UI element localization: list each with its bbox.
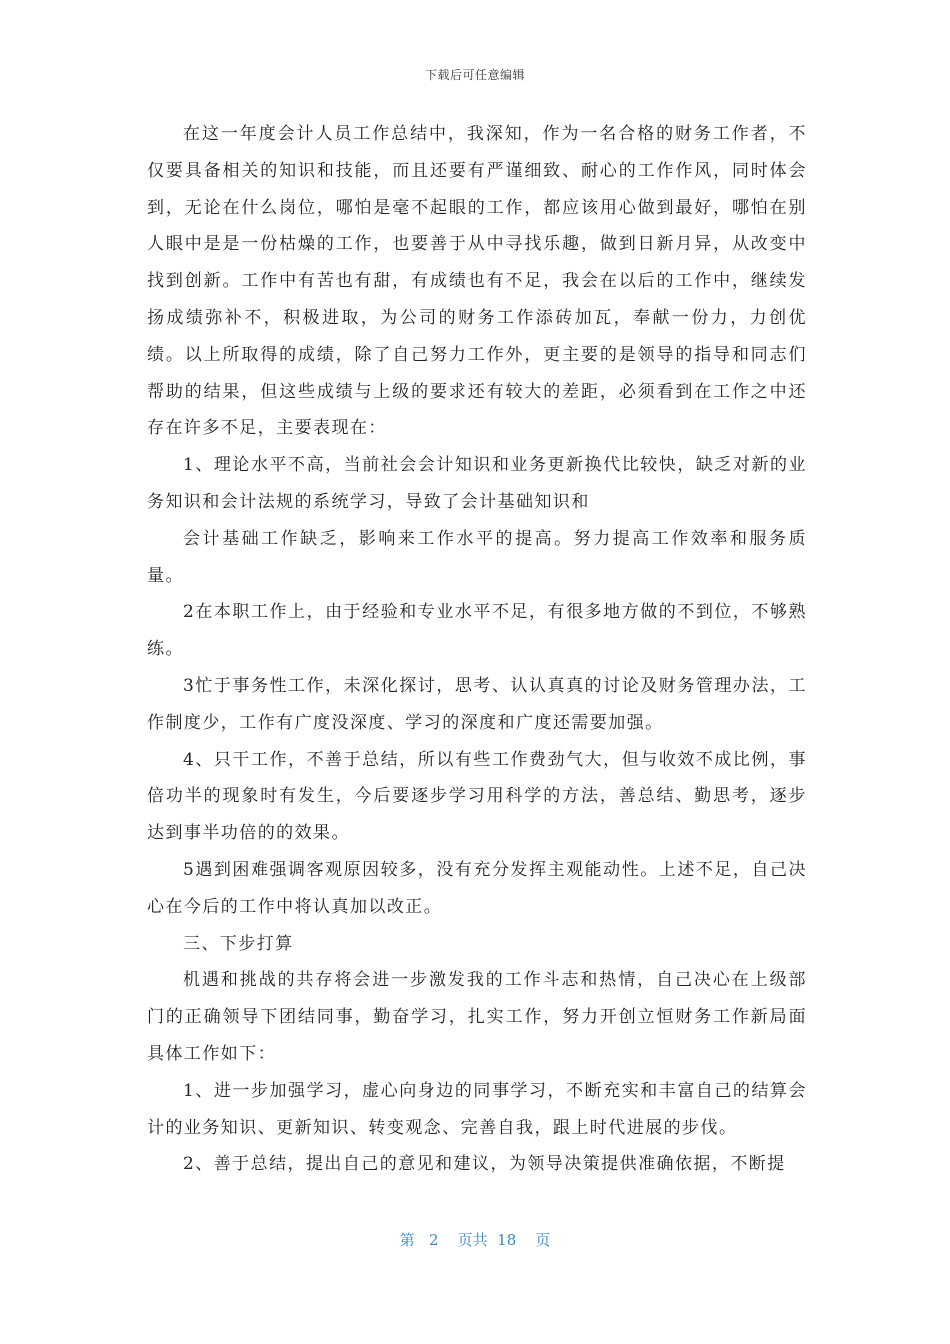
paragraph-shortcoming-5: 5遇到困难强调客观原因较多，没有充分发挥主观能动性。上述不足，自己决心在今后的工作中将认真加以改正。 bbox=[147, 859, 807, 917]
paragraph-shortcoming-3: 3忙于事务性工作，未深化探讨，思考、认认真真的讨论及财务管理办法，工作制度少，工作有广度没深度、学习的深度和广度还需要加强。 bbox=[147, 675, 807, 733]
page-footer bbox=[0, 1229, 950, 1250]
document-body bbox=[147, 116, 807, 1183]
section-heading-next-plan: 三、下步打算 bbox=[183, 933, 294, 954]
paragraph-shortcoming-4: 4、只干工作，不善于总结，所以有些工作费劲气大，但与收效不成比例，事倍功半的现象时有发生，今后要逐步学习用科学的方法，善总结、勤思考，逐步达到事半功倍的的效果。 bbox=[147, 749, 807, 844]
footer-middle: 页共 bbox=[457, 1231, 488, 1249]
paragraph-plan-intro: 机遇和挑战的共存将会进一步激发我的工作斗志和热情，自己决心在上级部门的正确领导下团结同事，勤奋学习，扎实工作，努力开创立恒财务工作新局面具体工作如下： bbox=[147, 970, 807, 1064]
paragraph-shortcoming-1-cont: 会计基础工作缺乏，影响来工作水平的提高。努力提高工作效率和服务质量。 bbox=[147, 528, 807, 586]
paragraph-plan-1: 1、进一步加强学习，虚心向身边的同事学习，不断充实和丰富自己的结算会计的业务知识、更新知识、转变观念、完善自我，跟上时代进展的步伐。 bbox=[147, 1080, 807, 1138]
footer-suffix: 页 bbox=[535, 1231, 551, 1249]
footer-total-pages: 18 bbox=[497, 1231, 517, 1249]
paragraph-plan-2: 2、善于总结，提出自己的意见和建议，为领导决策提供准确依据，不断提 bbox=[183, 1154, 786, 1175]
paragraph-shortcoming-1: 1、理论水平不高，当前社会会计知识和业务更新换代比较快，缺乏对新的业务知识和会计法规的系统学习，导致了会计基础知识和 bbox=[147, 455, 807, 512]
paragraph-shortcoming-2: 2在本职工作上，由于经验和专业水平不足，有很多地方做的不到位，不够熟练。 bbox=[147, 602, 807, 660]
page-header: 下载后可任意编辑 bbox=[424, 68, 525, 82]
footer-page-number: 2 bbox=[428, 1231, 439, 1249]
footer-prefix: 第 bbox=[399, 1231, 415, 1249]
paragraph-summary-intro: 在这一年度会计人员工作总结中，我深知，作为一名合格的财务工作者，不仅要具备相关的知识和技能，而且还要有严谨细致、耐心的工作作风，同时体会到，无论在什么岗位，哪怕是毫不起眼的工作，都应该用心做到最好，哪怕在别人眼中是是一份枯燥的工作，也要善于从中寻找乐趣，做到日新月异，从改变中找到创新。工作中有苦也有甜，有成绩也有不足，我会在以后的工作中，继续发扬成绩弥补不，积极进取，为公司的财务工作添砖加瓦，奉献一份力，力创优绩。以上所取得的成绩，除了自己努力工作外，更主要的是领导的指导和同志们帮助的结果，但这些成绩与上级的要求还有较大的差距，必须看到在工作之中还存在许多不足，主要表现在： bbox=[147, 124, 807, 439]
